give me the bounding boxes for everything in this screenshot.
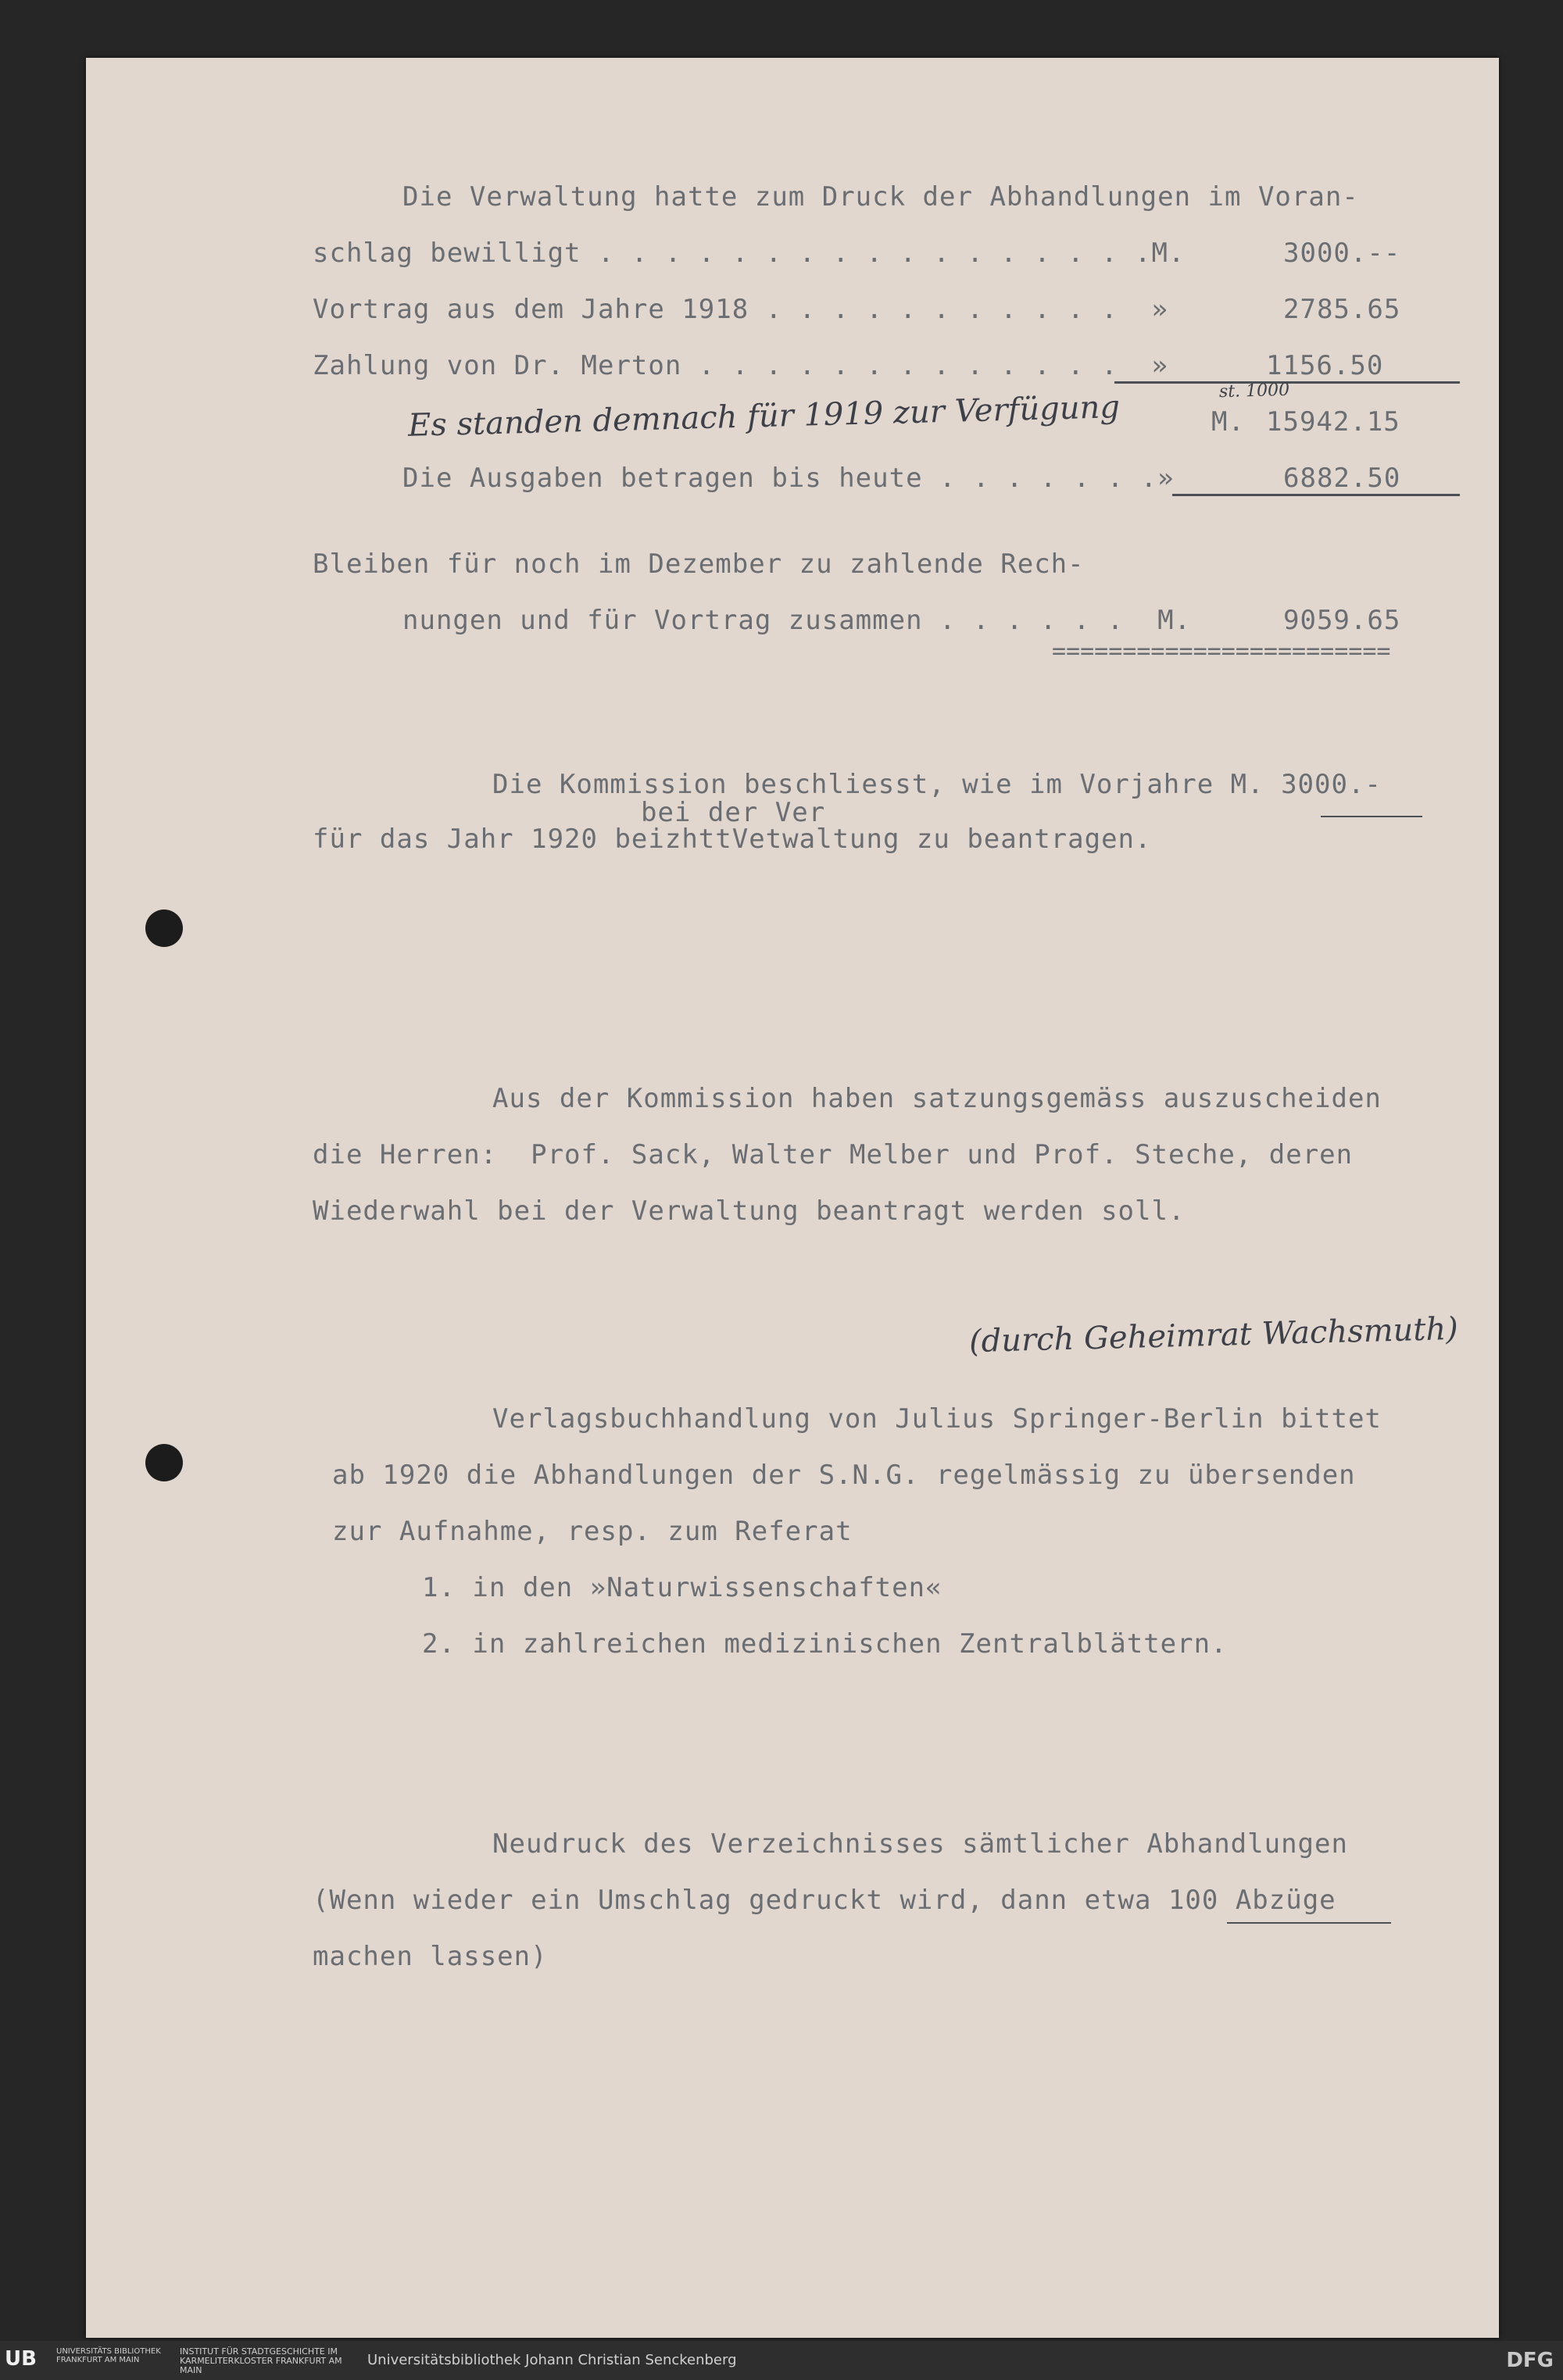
budget-remainder-line: Bleiben für noch im Dezember zu zahlende Rech- bbox=[313, 549, 1085, 580]
reprint-line: (Wenn wieder ein Umschlag gedruckt wird, dann etwa 100 Abzüge bbox=[313, 1885, 1336, 1916]
publisher-request-line: zur Aufnahme, resp. zum Referat bbox=[332, 1516, 853, 1547]
document-page bbox=[86, 58, 1499, 2338]
budget-line-amount: 9059.65 bbox=[1283, 605, 1401, 636]
budget-line-label: schlag bewilligt . . . . . . . . . . . . . . . . .M. bbox=[313, 238, 1186, 269]
footer-library-name: Universitätsbibliothek Johann Christian Senckenberg bbox=[367, 2352, 737, 2368]
commission-resolution-line: Die Kommission beschliesst, wie im Vorjahre M. 3000.- bbox=[492, 769, 1382, 800]
punch-hole-top bbox=[145, 909, 183, 947]
publisher-request-line: Verlagsbuchhandlung von Julius Springer-Berlin bittet bbox=[492, 1403, 1382, 1435]
typed-insertion: bei der Ver bbox=[641, 797, 826, 828]
budget-total-prefix: M. bbox=[1211, 406, 1245, 438]
dfg-logo: DFG bbox=[1506, 2349, 1554, 2372]
subtraction-rule bbox=[1172, 494, 1460, 496]
budget-line-amount: 2785.65 bbox=[1283, 294, 1401, 325]
quantity-underline bbox=[1227, 1922, 1391, 1924]
commission-members-line: Wiederwahl bei der Verwaltung beantragt werden soll. bbox=[313, 1195, 1186, 1227]
reprint-line: Neudruck des Verzeichnisses sämtlicher Abhandlungen bbox=[492, 1828, 1348, 1860]
footer-bar bbox=[0, 2341, 1563, 2380]
budget-line-amount: 6882.50 bbox=[1283, 463, 1401, 494]
commission-members-line: Aus der Kommission haben satzungsgemäss auszuscheiden bbox=[492, 1083, 1382, 1114]
ub-logo-subtext: UNIVERSITÄTS BIBLIOTHEK FRANKFURT AM MAIN bbox=[56, 2347, 161, 2364]
budget-line-amount: 3000.-- bbox=[1283, 238, 1401, 269]
handwritten-note: (durch Geheimrat Wachsmuth) bbox=[968, 1310, 1459, 1360]
budget-line-label: Die Ausgaben betragen bis heute . . . . . . .» bbox=[402, 463, 1175, 494]
reprint-line: machen lassen) bbox=[313, 1941, 548, 1972]
publisher-request-line: ab 1920 die Abhandlungen der S.N.G. regelmässig zu übersenden bbox=[332, 1460, 1356, 1491]
budget-intro-line: Die Verwaltung hatte zum Druck der Abhandlungen im Voran- bbox=[402, 181, 1359, 213]
budget-line-label: Zahlung von Dr. Merton . . . . . . . . . . . . . » bbox=[313, 350, 1168, 381]
budget-total-amount: 15942.15 bbox=[1266, 406, 1400, 438]
handwritten-total-label: Es standen demnach für 1919 zur Verfügung bbox=[407, 389, 1121, 444]
budget-line-label: Vortrag aus dem Jahre 1918 . . . . . . . . . . . » bbox=[313, 294, 1168, 325]
budget-line-amount: 1156.50 bbox=[1266, 350, 1384, 381]
punch-hole-bottom bbox=[145, 1444, 183, 1481]
amount-underline bbox=[1321, 816, 1422, 817]
institute-logo: INSTITUT FÜR STADTGESCHICHTE IM KARMELITERKLOSTER FRANKFURT AM MAIN bbox=[180, 2346, 342, 2375]
commission-resolution-line: für das Jahr 1920 beizhttVetwaltung zu beantragen. bbox=[313, 824, 1152, 855]
handwritten-correction: st. 1000 bbox=[1218, 380, 1290, 402]
ub-logo: UB bbox=[5, 2347, 37, 2371]
double-underline: ======================== bbox=[1052, 638, 1391, 665]
list-item: 1. in den »Naturwissenschaften« bbox=[422, 1572, 942, 1603]
list-item: 2. in zahlreichen medizinischen Zentralblättern. bbox=[422, 1628, 1228, 1660]
budget-line-label: nungen und für Vortrag zusammen . . . . . . M. bbox=[402, 605, 1192, 636]
commission-members-line: die Herren: Prof. Sack, Walter Melber und Prof. Steche, deren bbox=[313, 1139, 1354, 1170]
